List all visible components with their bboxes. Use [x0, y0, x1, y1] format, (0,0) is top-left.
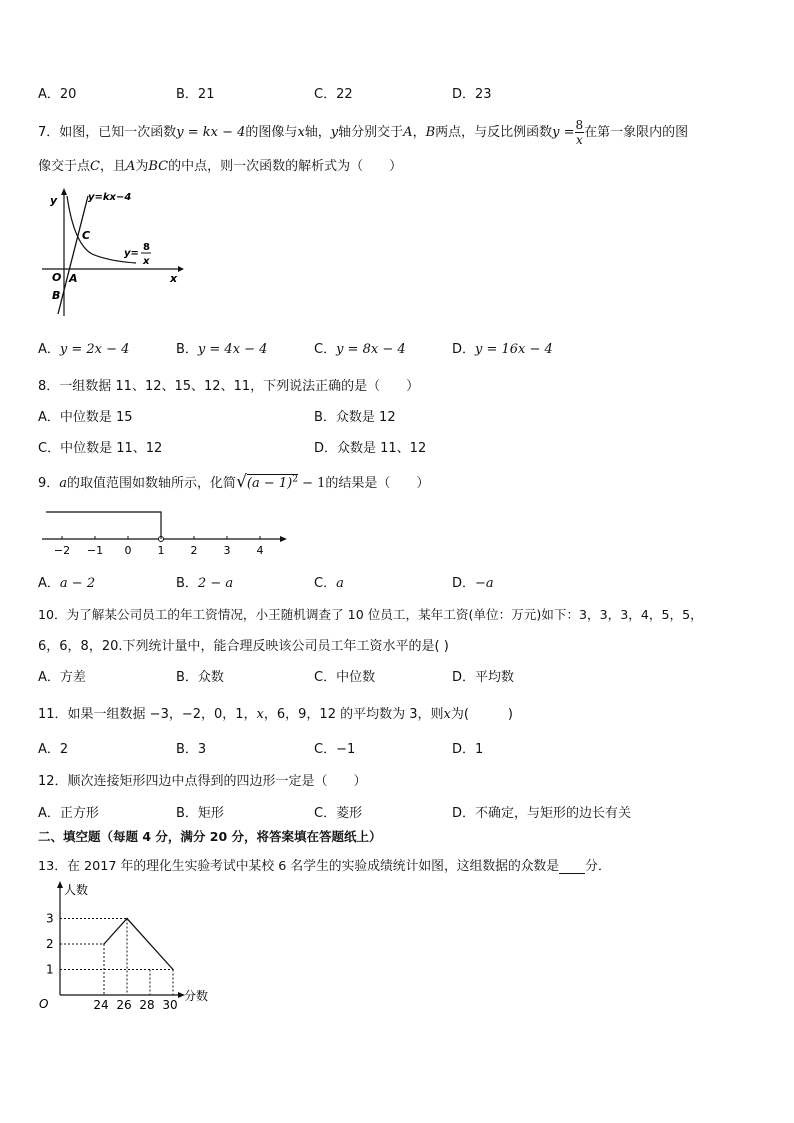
option-expr: a: [336, 576, 344, 591]
option-letter: D．: [452, 576, 476, 591]
q9-sqrt-expression: $√(a - 1)^2 - 1$: [236, 472, 326, 492]
q7-stem-line2: [38, 155, 402, 174]
q9-stem-text: 的取值范围如数轴所示，化简: [67, 476, 237, 491]
q11-stem-text: ，6，9，12 的平均数为 3，则: [263, 707, 444, 722]
q9-number-line: [38, 506, 290, 558]
section-heading-fill-blank: 二、填空题（每题 4 分，满分 20 分，将答案填在答题纸上）: [38, 829, 382, 844]
graph-line-label: y=kx−4: [88, 192, 132, 203]
option-expr: y = 16x − 4: [475, 342, 553, 357]
chart-series-line: [104, 919, 173, 970]
q7-var-y: y: [330, 125, 339, 140]
q10-option-a: A．方差: [38, 670, 86, 685]
graph-hyperbola-label: y=: [124, 248, 139, 259]
q7-function-graph: [38, 186, 188, 321]
q11-option-a: A．2: [38, 742, 69, 757]
number-line-tick-label: −2: [53, 544, 71, 557]
q9-option-b: [176, 572, 233, 591]
q11-var-x: x: [256, 707, 264, 722]
q13-answer-blank[interactable]: [559, 861, 585, 874]
q6-option-a: A．20: [38, 87, 77, 102]
q6-option-c: C．22: [314, 87, 353, 102]
chart-xtick-label: 24: [93, 998, 109, 1012]
chart-xtick-label: 30: [162, 998, 178, 1012]
q7-stem-text: 在第一象限内的图: [584, 125, 689, 140]
number-line-tick-label: −1: [86, 544, 104, 557]
q7-point-c: C: [90, 159, 100, 174]
q10-option-d: D．平均数: [452, 670, 515, 685]
q9-stem-text: 9．: [38, 476, 60, 491]
option-expr: 2 − a: [197, 576, 234, 591]
q7-point-b: B: [425, 125, 436, 140]
chart-xlabel: 分数: [184, 989, 209, 1003]
q9-sqrt-exponent: 2: [292, 474, 298, 485]
q7-stem-text: 为: [135, 159, 149, 174]
chart-ytick-label: 1: [46, 962, 54, 977]
graph-hyperbola-den: x: [143, 256, 150, 267]
q8-option-a: A．中位数是 15: [38, 410, 133, 425]
q7-option-c: [314, 338, 406, 357]
q7-frac-den: x: [575, 133, 583, 147]
q7-stem-text: 轴分别交于: [338, 125, 404, 140]
q7-point-a: A: [403, 125, 413, 140]
chart-data-point: [172, 969, 174, 971]
number-line-tick-label: 4: [256, 544, 264, 557]
q12-option-a: A．正方形: [38, 806, 99, 821]
q11-stem: [38, 703, 513, 722]
q13-stem-text: 13．在 2017 年的理化生实验考试中某校 6 名学生的实验成绩统计如图，这组数据的众数是: [38, 859, 560, 874]
option-letter: A．: [38, 342, 60, 357]
number-line-tick-label: 2: [190, 544, 198, 557]
q7-stem-text: ，且: [99, 159, 126, 174]
q9-sqrt-tail: − 1: [297, 476, 326, 491]
q9-var-a: a: [59, 476, 68, 491]
option-letter: A．: [38, 576, 60, 591]
q10-stem-line2: 6，6，8，20.下列统计量中，能合理反映该公司员工年工资水平的是( ): [38, 639, 449, 654]
q11-option-d: D．1: [452, 742, 484, 757]
q7-stem-text: ，: [412, 125, 426, 140]
q7-stem-line1: [38, 118, 688, 147]
q9-option-c: [314, 572, 344, 591]
q7-stem-text: 两点，与反比例函数: [435, 125, 553, 140]
number-line-tick-label: 1: [157, 544, 165, 557]
q11-option-c: C．−1: [314, 742, 356, 757]
chart-data-point: [103, 943, 105, 945]
q7-stem-text: 的图像与: [245, 125, 298, 140]
graph-x-label: x: [170, 272, 178, 285]
q9-stem-text: 的结果是（ ）: [325, 476, 430, 491]
option-expr: y = 2x − 4: [59, 342, 130, 357]
q11-stem-text: 11．如果一组数据 −3，−2，0，1，: [38, 707, 257, 722]
chart-ylabel: 人数: [64, 883, 89, 897]
q7-frac-num: 8: [575, 118, 584, 132]
graph-point-b-label: B: [52, 289, 61, 302]
q10-option-b: B．众数: [176, 670, 224, 685]
q7-option-a: [38, 338, 129, 357]
q6-option-b: B．21: [176, 87, 215, 102]
option-expr: −a: [475, 576, 494, 591]
q7-stem-text: 像交于点: [38, 159, 91, 174]
option-letter: D．: [452, 342, 476, 357]
q8-option-b: B．众数是 12: [314, 410, 396, 425]
q9-option-d: [452, 572, 494, 591]
q11-option-b: B．3: [176, 742, 207, 757]
q11-stem-text: 为( ): [450, 707, 514, 722]
q10-stem-line1: 10．为了解某公司员工的年工资情况，小王随机调查了 10 位员工，某年工资(单位：万元)如下：3，3，3，4，5，5，: [38, 607, 703, 622]
chart-xtick-label: 26: [116, 998, 132, 1012]
graph-y-label: y: [50, 194, 58, 207]
chart-ytick-label: 2: [46, 937, 54, 951]
q7-stem-text: 的中点，则一次函数的解析式为（ ）: [168, 159, 403, 174]
q13-stem: [38, 855, 611, 874]
chart-xtick-label: 28: [139, 998, 155, 1012]
q11-var-x: x: [443, 707, 451, 722]
q7-stem-text: 轴，: [304, 125, 331, 140]
q7-linear-formula: y = kx − 4: [176, 125, 246, 140]
q6-option-d: D．23: [452, 87, 492, 102]
chart-data-point: [126, 918, 128, 920]
graph-origin-label: O: [52, 271, 62, 284]
option-letter: B．: [176, 576, 198, 591]
q12-option-b: B．矩形: [176, 806, 224, 821]
q7-point-a: A: [125, 159, 136, 174]
graph-hyperbola-num: 8: [143, 242, 150, 253]
option-expr: a − 2: [59, 576, 96, 591]
chart-ytick-label: 3: [46, 911, 54, 926]
q7-fraction: [575, 118, 585, 147]
graph-point-a-label: A: [69, 272, 78, 285]
number-line-tick-label: 0: [124, 544, 132, 557]
option-letter: C．: [314, 342, 337, 357]
q9-option-a: [38, 572, 95, 591]
option-letter: B．: [176, 342, 198, 357]
q12-option-c: C．菱形: [314, 806, 363, 821]
q13-line-chart: [34, 880, 220, 1015]
q7-option-d: [452, 338, 553, 357]
q10-option-c: C．中位数: [314, 670, 376, 685]
q7-stem-text: 7．如图，已知一次函数: [38, 125, 177, 140]
option-expr: y = 4x − 4: [197, 342, 268, 357]
q12-stem: 12．顺次连接矩形四边中点得到的四边形一定是（ ）: [38, 774, 367, 789]
q7-segment-bc: BC: [148, 159, 169, 174]
q13-stem-text: 分．: [585, 859, 611, 874]
number-line-tick-label: 3: [223, 544, 231, 557]
graph-point-c-label: C: [82, 229, 91, 242]
q8-option-d: D．众数是 11、12: [314, 441, 427, 456]
q7-var-x: x: [297, 125, 305, 140]
option-expr: y = 8x − 4: [336, 342, 406, 357]
q8-stem: 8．一组数据 11、12、15、12、11，下列说法正确的是（ ）: [38, 379, 420, 394]
chart-origin: O: [39, 997, 49, 1011]
q12-option-d: D．不确定，与矩形的边长有关: [452, 806, 632, 821]
q9-stem: [38, 472, 429, 492]
option-letter: C．: [314, 576, 337, 591]
q7-inverse-formula: y =: [552, 125, 575, 140]
q9-sqrt-inner: (a − 1): [246, 476, 293, 491]
q8-option-c: C．中位数是 11、12: [38, 441, 163, 456]
q7-option-b: [176, 338, 267, 357]
